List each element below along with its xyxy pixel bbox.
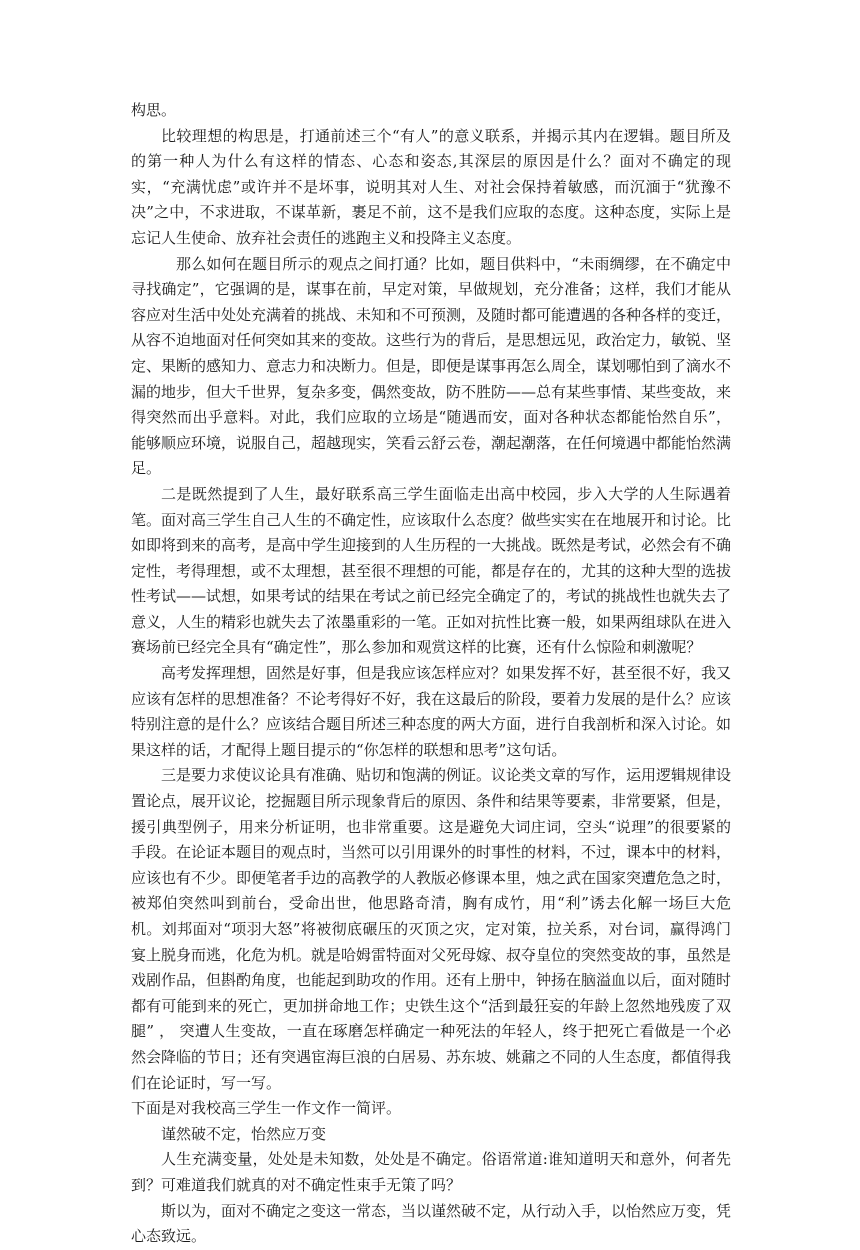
paragraph-ideal-conception: 比较理想的构思是，打通前述三个“有人”的意义联系，并揭示其内在逻辑。题目所及的第一种人为什么有这样的情态、心态和姿态,其深层的原因是什么？面对不确定的现实，“充满忧虑”或许并不是坏事，说明其对人生、对社会保持着敏感，而沉湎于“犹豫不决”之中，不求进取，不谋革新，裹足不前，这不是我们应取的态度。这种态度，实际上是忘记人生使命、放弃社会责任的逃跑主义和投降主义态度。: [131, 126, 731, 247]
essay-paragraph-1: 人生充满变量，处处是未知数，处处是不确定。俗语常道:谁知道明天和意外，何者先到？可难道我们就真的对不确定性束手无策了吗？: [131, 1150, 731, 1194]
essay-title: 谨然破不定，怡然应万变: [161, 1124, 327, 1143]
paragraph-gaokao: 高考发挥理想，固然是好事，但是我应该怎样应对？如果发挥不好，甚至很不好，我又应该有怎样的思想准备？不论考得好不好，我在这最后的阶段，要着力发展的是什么？应该特别注意的是什么？应该结合题目所述三种态度的两大方面，进行自我剖析和深入讨论。如果这样的话，才配得上题目提示的“你怎样的联想和思考”这句话。: [131, 664, 732, 759]
paragraph-connect-viewpoints: 那么如何在题目所示的观点之间打通？比如，题目供料中，“未雨绸缪，在不确定中寻找确定”，它强调的是，谋事在前，早定对策，早做规划，充分准备；这样，我们才能从容应对生活中处处充满着的挑战、未知和不可预测，及随时都可能遭遇的各种各样的变迁，从容不迫地面对任何突如其来的变故。这些行为的背后，是思想远见，政治定力，敏锐、坚定、果断的感知力、意志力和决断力。但是，即便是谋事再怎么周全，谋划哪怕到了滴水不漏的地步，但大千世界，复杂多变，偶然变故，防不胜防——总有某些事情、某些变故，来得突然而出乎意料。对此，我们应取的立场是“随遇而安，面对各种状态都能怡然自乐”，能够顺应环境，说服自己，超越现实，笑看云舒云卷，潮起潮落，在任何境遇中都能怡然满足。: [131, 254, 732, 478]
essay-paragraph-2: 斯以为，面对不确定之变这一常态，当以谨然破不定，从行动入手，以怡然应万变，凭心态致远。: [131, 1201, 732, 1246]
paragraph-continuation: 构思。: [131, 101, 177, 119]
document-page: [131, 98, 731, 1250]
paragraph-point-two: 二是既然提到了人生，最好联系高三学生面临走出高中校园，步入大学的人生际遇着笔。面对高三学生自己人生的不确定性，应该取什么态度？做些实实在在地展开和讨论。比如即将到来的高考，是高中学生迎接到的人生历程的一大挑战。既然是考试，必然会有不确定性，考得理想，或不太理想，甚至很不理想的可能，都是存在的，尤其的这种大型的选拔性考试——试想，如果考试的结果在考试之前已经完全确定了的，考试的挑战性也就失去了意义，人生的精彩也就失去了浓墨重彩的一笔。正如对抗性比赛一般，如果两组球队在进入赛场前已经完全具有“确定性”，那么参加和观赏这样的比赛，还有什么惊险和刺激呢？: [131, 484, 732, 657]
paragraph-review-intro: 下面是对我校高三学生一作文作一简评。: [131, 1099, 402, 1118]
paragraph-point-three: 三是要力求使议论具有准确、贴切和饱满的例证。议论类文章的写作，运用逻辑规律设置论点，展开议论，挖掘题目所示现象背后的原因、条件和结果等要素，非常要紧，但是，援引典型例子，用来分析证明，也非常重要。这是避免大词庄词，空头“说理”的很要紧的手段。在论证本题目的观点时，当然可以引用课外的时事性的材料，不过，课本中的材料，应该也有不少。即便笔者手边的高教学的人教版必修课本里，烛之武在国家突遭危急之时，被郑伯突然叫到前台，受命出世，他思路奇清，胸有成竹，用“利”诱去化解一场巨大危机。刘邦面对“项羽大怒”将被彻底碾压的灭顶之灾，定对策，拉关系，对台词，赢得鸿门宴上脱身而逃，化危为机。就是哈姆雷特面对父死母嫁、叔夺皇位的突然变故的事，虽然是戏剧作品，但斟酌角度，也能起到助攻的作用。还有上册中，钟扬在脑溢血以后，面对随时都有可能到来的死亡，更加拼命地工作；史铁生这个“活到最狂妄的年龄上忽然地残废了双腿” ， 突遭人生变故，一直在琢磨怎样确定一种死法的年轻人，终于把死亡看做是一个必然会降临的节日；还有突遇宦海巨浪的白居易、苏东坡、姚鼐之不同的人生态度，都值得我们在论证时，写一写。: [131, 766, 732, 1092]
